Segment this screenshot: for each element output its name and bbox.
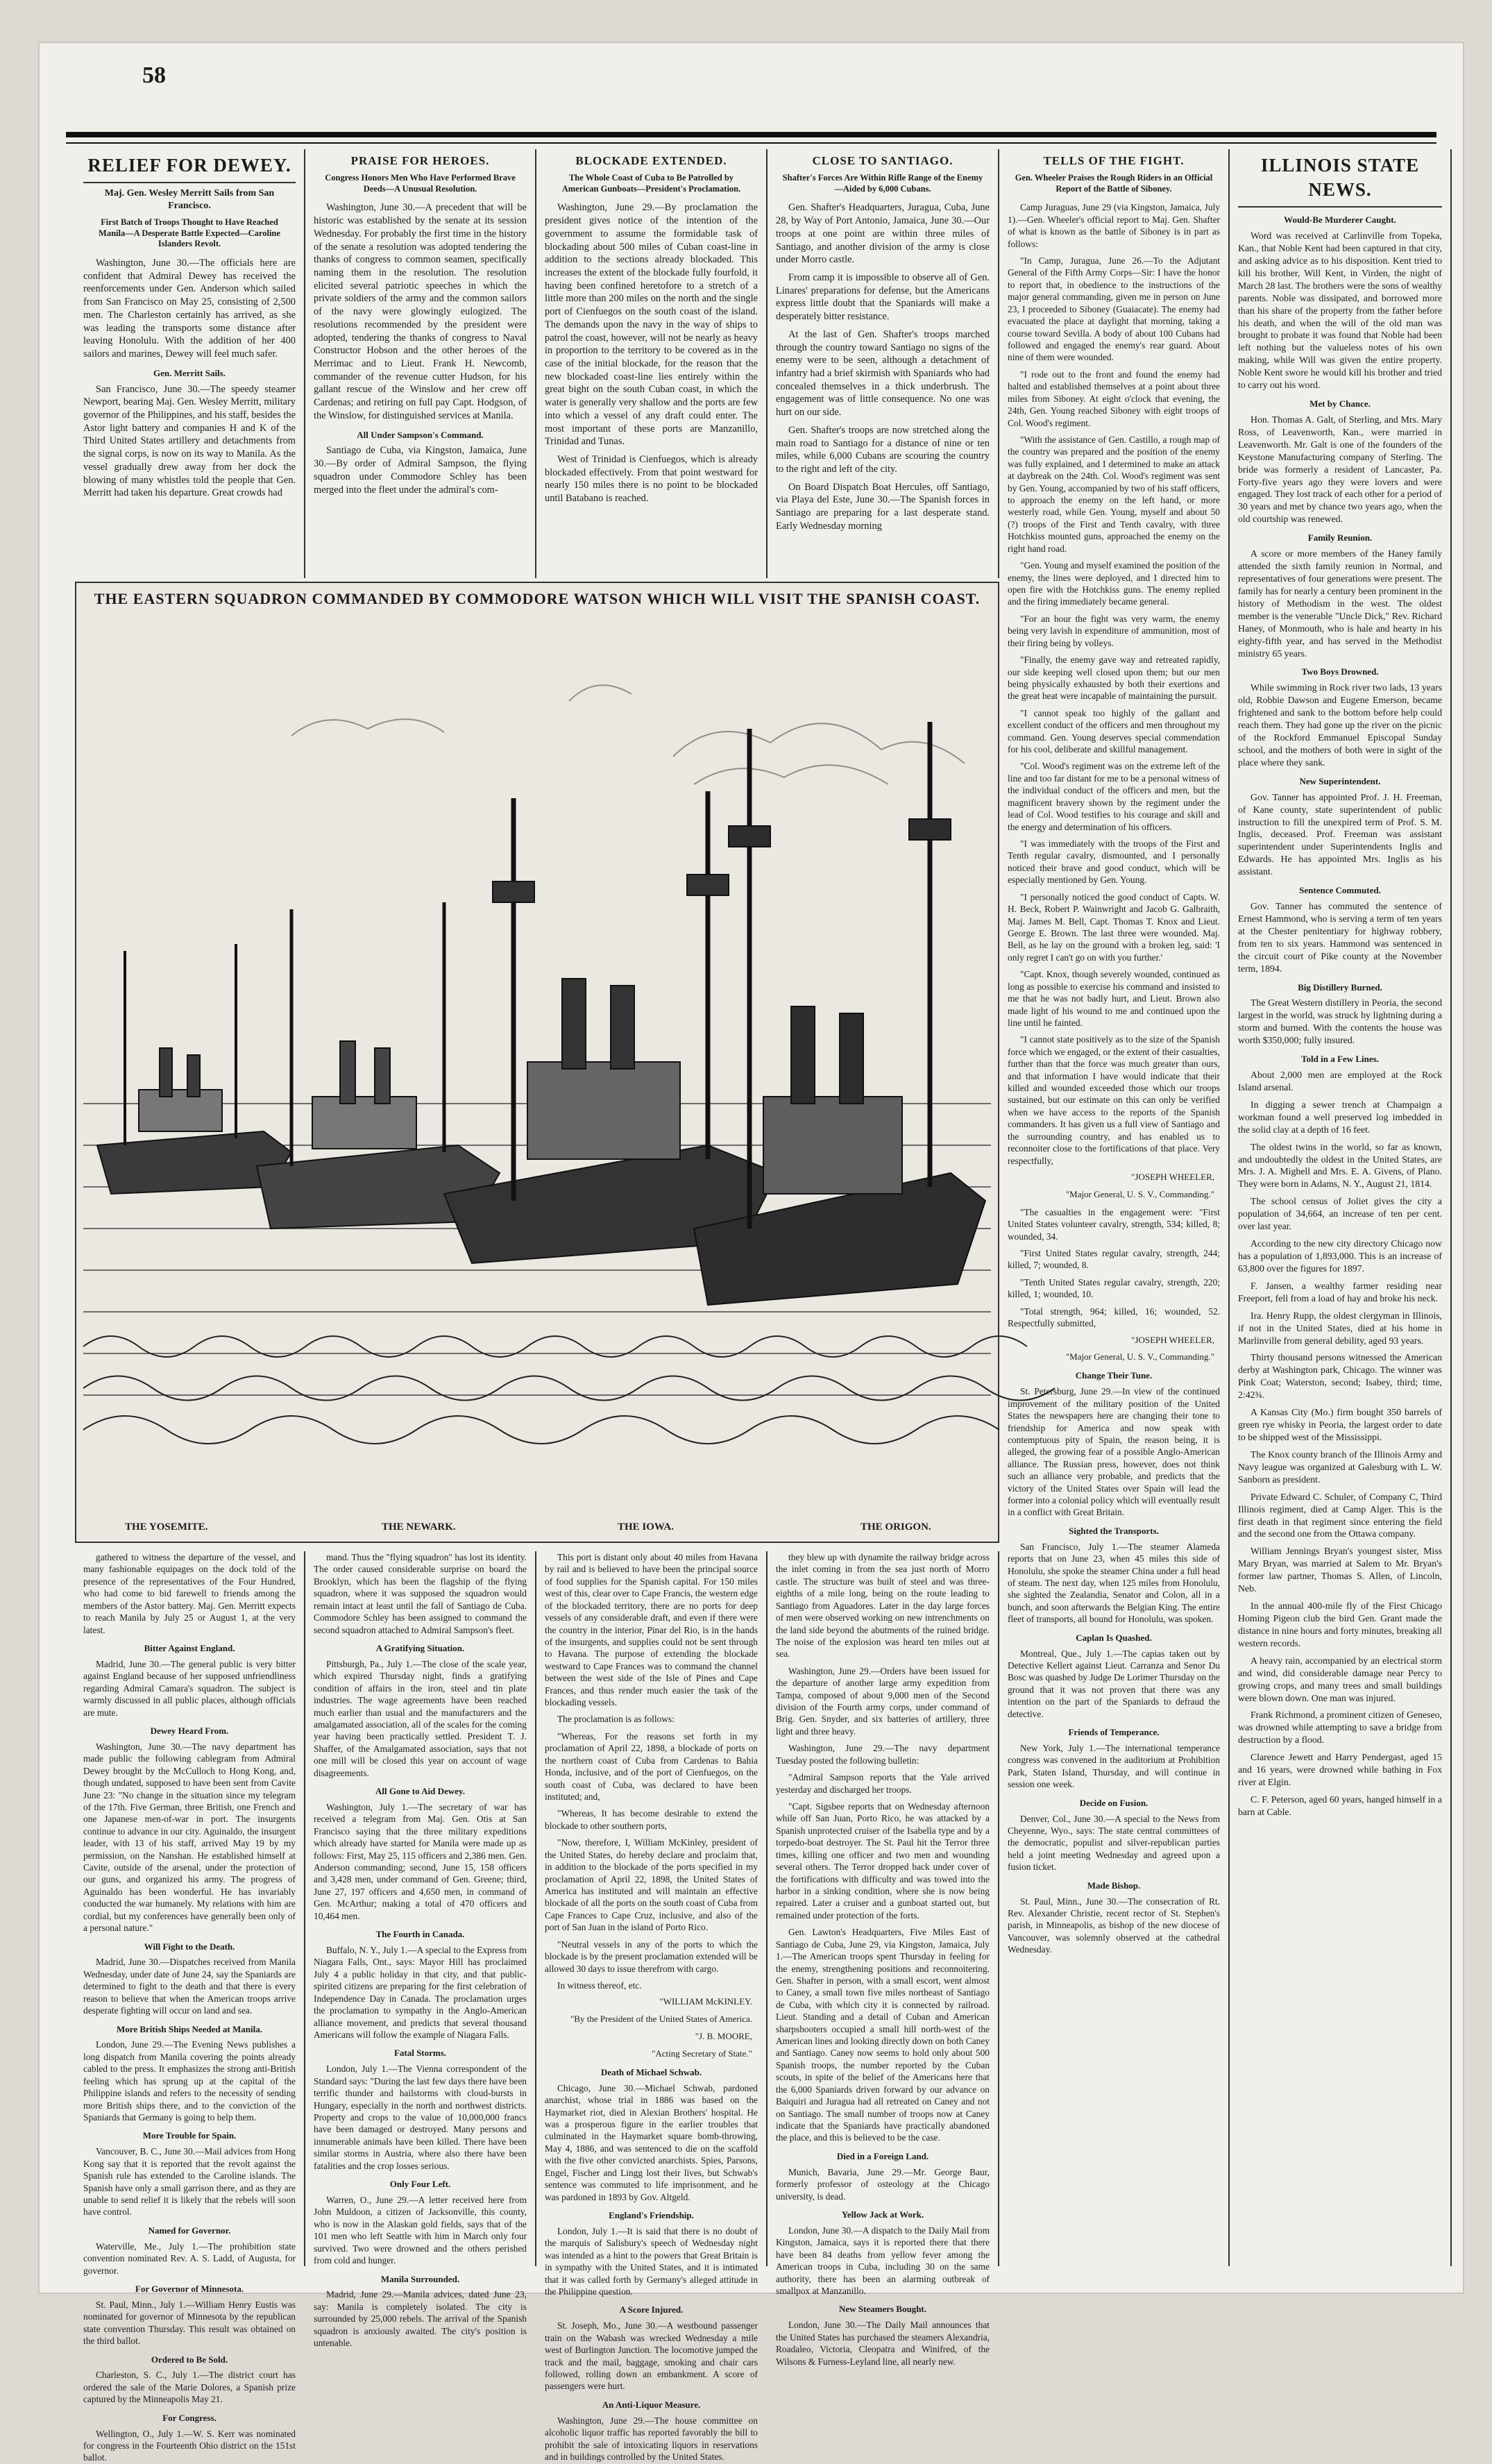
paragraph: Pittsburgh, Pa., July 1.—The close of the scale year, which expired Thursday night, finds a gratifying condition of affairs in the iron, steel and tin plate industries. The wage agreements have been reached much earlier than usual and the manufacturers and the amalgamated association, all of the scales for the coming year having been practically settled. President T. J. Shaffer, of the Amalgamated association, says that not one mill will be closed this year on account of wage disagreements. [314,1658,527,1778]
section-head: The Fourth in Canada. [375,1929,465,1940]
signature-title: "By the President of the United States of America. [570,2014,752,2025]
paragraph: Munich, Bavaria, June 29.—Mr. George Baur, formerly professor of osteology at the Chicago university, is dead. [776,2166,990,2202]
paragraph: A Kansas City (Mo.) firm bought 350 barrels of green rye whisky in Peoria, the largest order to date to be shipped west of the Mississippi. [1238,1407,1442,1442]
paragraph: Denver, Col., June 30.—A special to the News from Cheyenne, Wyo., says: The state central committees of the democratic, populist and silver-republican parties held a joint meeting Wednesday and agreed upon a fusion ticket. [1008,1813,1220,1873]
column-close-to-santiago [768,149,999,578]
paragraph: Washington, June 30.—The officials here are confident that Admiral Dewey has received the reenforcements under Gen. Anderson which sailed from San Francisco on May 25, consisting of 2,500 men. The Charleston certainly has arrived, as she was leading the transports some distance after leaving Honolulu. With the addition of her 400 sailors and marines, Dewey will feel much safer. [83,257,296,360]
deck: Shafter's Forces Are Within Rifle Range of the Enemy—Aided by 6,000 Cubans. [782,173,983,194]
headline: BLOCKADE EXTENDED. [575,154,727,167]
headline: PRAISE FOR HEROES. [350,154,490,167]
paragraph: London, June 29.—The Evening News publishes a long dispatch from Manila covering the points already cabled to the press. It emphasizes the strong anti-British feeling which has sprung up at the capital of the Philippine islands and refers to the necessity of sending more British ships there, and to the conviction of the Spaniards that Germany is going to help them. [83,2039,296,2123]
paragraph: Gen. Shafter's Headquarters, Juragua, Cuba, June 28, by Way of Port Antonio, Jamaica, June 30.—Our troops at one point are within three miles of Santiago, and another division of the army is close under Morro castle. [776,202,990,266]
column-tells-of-the-fight [999,149,1230,2266]
section-head: An Anti-Liquor Measure. [602,2399,701,2410]
column-lower-4 [768,1551,999,2367]
caption-oregon: THE ORIGON. [861,1521,931,1533]
paragraph: "Capt. Knox, though severely wounded, continued as long as possible to exercise his command and insisted to me that he was not badly hurt, and Lieut. Brown also made light of his wound to me and continued upon the line until he fainted. [1008,969,1220,1028]
paragraph: About 2,000 men are employed at the Rock Island arsenal. [1238,1070,1442,1092]
section-head: Manila Surrounded. [380,2273,460,2284]
paragraph: Washington, June 29.—Orders have been issued for the departure of another large army expedition from Tampa, composed of about 9,000 men of the Second division of the Fourth army corps, under command of Brig. Gen. Snyder, and six batteries of artillery, three light and three heavy. [776,1665,990,1737]
signature: "JOSEPH WHEELER, [1131,1334,1214,1345]
section-head: Made Bishop. [1087,1880,1141,1891]
paragraph: In digging a sewer trench at Champaign a workman found a well preserved log imbedded in the solid clay at a depth of 16 feet. [1238,1099,1442,1135]
section-head: More British Ships Needed at Manila. [117,2023,262,2034]
section-head: A Score Injured. [619,2304,684,2315]
paragraph: San Francisco, June 30.—The speedy steamer Newport, bearing Maj. Gen. Wesley Merritt, military governor of the Philippines, and his staff, besides the Astor light battery and companies H and K of the Third United States artillery and detachments from the signal corps, is now on its way to Manila. As the vessel gradually drew away from her dock the blowing of many whistles told the people that Gen. Merritt had taken his departure. Great crowds had [83,383,296,499]
caption-newark: THE NEWARK. [382,1521,456,1533]
section-head: Named for Governor. [148,2225,231,2236]
column-praise-for-heroes [305,149,536,578]
signature-title: "Major General, U. S. V., Commanding." [1065,1351,1214,1362]
section-head: Sighted the Transports. [1069,1525,1159,1536]
paragraph: Washington, June 30.—A precedent that will be historic was established by the senate at its session Wednesday. For probably the first time in the history of the senate a resolution was adopted tendering the thanks of congress to common seamen, specifically naming them in the resolution. The resolution elicited several patriotic speeches in which the private soldiers of the army and the common sailors of the navy were glowingly eulogized. The resolutions recommended by the president were adopted, tendering the thanks of congress to Naval Constructor Hobson and the other heroes of the Merrimac and to Lieut. Frank H. Newcomb, commander of the revenue cutter Hudson, for his gallant rescue of the Winslow and her crew off Cardenas; and retiring on full pay Capt. Hodgson, of the Winslow, for distinguished services at Manila. [314,202,527,421]
paragraph: gathered to witness the departure of the vessel, and many fashionable equipages on the dock told of the presence of the representatives of the Four Hundred, who had come to bid farewell to friends among the members of the Astor battery. Maj. Gen. Merritt expects to reach Manila by July 25 or August 1, at the very latest. [83,1552,296,1635]
paragraph: "Whereas, It has become desirable to extend the blockade to other southern ports, [545,1808,758,1831]
paragraph: London, June 30.—A dispatch to the Daily Mail from Kingston, Jamaica, says it is reported there that there have been 84 deaths from yellow fever among the American troops in Cuba, including 30 on the same authority, there has been an alarming outbreak of smallpox at Manzanillo. [776,2225,990,2296]
section-head: New Steamers Bought. [838,2304,926,2315]
paragraph: In the annual 400-mile fly of the First Chicago Homing Pigeon club the bird Gen. Grant made the distance in nine hours and forty minutes, breaking all western records. [1238,1601,1442,1648]
paragraph: Madrid, June 30.—The general public is very bitter against England because of her supposed unfriendliness regarding Admiral Camara's squadron. The subject is warmly discussed in all public places, although officials are mute. [83,1658,296,1718]
paragraph: Word was received at Carlinville from Topeka, Kan., that Noble Kent had been captured in that city, and asking advice as to his disposition. Kent tried to kill his brother, Will Kent, in Virden, the night of March 28 last. The brothers were the sons of wealthy parents. Noble was dissipated, and borrowed more than his share of the property from the father before his death, and when the will of the old man was brought to probate it was found that Noble had been left nothing but the valueless notes of his own making, while Will was given the entire property. Noble Kent swore he would kill his brother and tried to carry out his word. [1238,230,1442,391]
paragraph: "Col. Wood's regiment was on the extreme left of the line and too far distant for me to be a personal witness of the individual conduct of the officers and men, but the magnificent bravery shown by the regiment under the lead of Col. Wood testifies to his courage and skill and the energy and determination of his officers. [1008,761,1220,832]
paragraph: "Gen. Young and myself examined the position of the enemy, the lines were deployed, and I directed him to open fire with the Hotchkiss guns. The enemy replied and the firing immediately became general. [1008,560,1220,607]
section-head: Yellow Jack at Work. [841,2209,924,2220]
paragraph: "I personally noticed the good conduct of Capts. W. H. Beck, Robert P. Wainwright and Jacob G. Galbraith, Maj. James M. Bell, Capt. Thomas T. Knox and Lieut. George E. Brown. The last three were wounded. Maj. Bell, as he lay on the ground with a broken leg, said: 'I only regret I can't go on with you further.' [1008,891,1220,963]
caption-yosemite: THE YOSEMITE. [125,1521,208,1533]
paragraph: C. F. Peterson, aged 60 years, hanged himself in a barn at Cable. [1238,1794,1442,1817]
paragraph: they blew up with dynamite the railway bridge across the inlet coming in from the sea just north of Morro castle. The structure was built of steel and was three-eighths of a mile long, being on the route leading to Santiago from Aguadores. Later in the day large forces of men were observed working on new intrenchments on the land side beyond the abutments of the ruined bridge. The noise of the explosion was heard ten miles out at sea. [776,1552,990,1660]
paragraph: The school census of Joliet gives the city a population of 34,664, an increase of ten per cent. over last year. [1238,1196,1442,1232]
paragraph: "Total strength, 964; killed, 16; wounded, 52. Respectfully submitted, [1008,1306,1220,1329]
subhead: Maj. Gen. Wesley Merritt Sails from San Francisco. [104,188,275,211]
paragraph: Gen. Lawton's Headquarters, Five Miles East of Santiago de Cuba, June 29, via Kingston, Jamaica, July 1.—The American troops spent Thursday in feeling for the enemy, strengthening positions and reconnoitering. Gen. Shafter in person, with a small escort, went almost to Caney, a small town five miles northeast of Santiago de Cuba, with which city it is connected by railroad. Lieut. Standing and a detail of Cuban and American sharpshooters occupied a small hill north-west of the American lines and looking directly down on both Caney and Santiago. Caney now seems to hold only about 500 Spanish troops, the number reported by the Cuban scouts, in spite of the belief of the Americans here that the 6,000 Spaniards driven forward by our advance on Baiquiri and Juragua had all retreated on Caney and not on Santiago. The small number of troops now at Caney indicate that the Spaniards have practically abandoned the place, and this is believed to be the case. [776,1927,990,2143]
paragraph: Private Edward C. Schuler, of Company C, Third Illinois regiment, died at Camp Alger. This is the first death in that regiment since entering the field and the second one from the Ottawa company. [1238,1491,1442,1539]
paragraph: F. Jansen, a wealthy farmer residing near Freeport, fell from a load of hay and broke his neck. [1238,1280,1442,1303]
paragraph: In witness thereof, etc. [557,1980,642,1991]
paragraph: "Neutral vessels in any of the ports to which the blockade is by the present proclamation extended will be allowed 30 days to issue therefrom with cargo. [545,1939,758,1974]
headline: TELLS OF THE FIGHT. [1043,154,1185,167]
paragraph: The oldest twins in the world, so far as known, and undoubtedly the oldest in the United States, are Mrs. J. A. Mighell and Mrs. E. A. Givens, of Plano. They were born in Adams, N. Y., August 21, 1814. [1238,1141,1442,1190]
section-head: Bitter Against England. [144,1642,235,1653]
paragraph: Gov. Tanner has appointed Prof. J. H. Freeman, of Kane county, state superintendent of public instruction to fill the unexpired term of Prof. S. M. Inglis, deceased. Prof. Freeman was assistant superintendent under Superintendents Inglis and Edwards. He has appointed Mrs. Inglis as his assistant. [1238,791,1442,877]
section-head: For Governor of Minnesota. [135,2284,244,2295]
paragraph: The Great Western distillery in Peoria, the second largest in the world, was struck by lightning during a storm and burned. With the contents the house was worth $350,000; fully insured. [1238,997,1442,1046]
paragraph: Waterville, Me., July 1.—The prohibition state convention nominated Rev. A. S. Ladd, of Augusta, for governor. [83,2241,296,2276]
deck: The Whole Coast of Cuba to Be Patrolled by American Gunboats—President's Proclamation. [561,173,741,194]
paragraph: Madrid, June 29.—Manila advices, dated June 23, say: Manila is completely isolated. The city is surrounded by 25,000 rebels. The arrival of the Spanish squadron is anxiously awaited. The city's position is untenable. [314,2289,527,2349]
paragraph: London, June 30.—The Daily Mail announces that the United States has purchased the steamers Alexandria, Roadaleo, Victoria, Cleopatra and Winifred, of the Wilsons & Furness-Leyland line, all nearly new. [776,2320,990,2367]
paragraph: This port is distant only about 40 miles from Havana by rail and is believed to have been the principal source of food supplies for the Spanish capital. For 150 miles west of this, clear over to Cape Francis, the western edge of the blockaded territory, there are no ports for deep vessels of any considerable draft, and even if there were the country in the interior, Pinar del Rio, is in the hands of the insurgents, and supplies could not be sent through to Havana. The purpose of extending the blockade westward to Cape Frances was to command the channel between the west side of the Isle of Pines and Cape Frances, and thus render much easier the task of the blockading vessels. [545,1552,758,1708]
paragraph: "I was immediately with the troops of the First and Tenth regular cavalry, dismounted, and I personally noticed their brave and good conduct, which will be especially mentioned by Gen. Young. [1008,838,1220,886]
paragraph: New York, July 1.—The international temperance congress was convened in the auditorium at Prohibition Park, Staten Island, Thursday, and will continue in session one week. [1008,1743,1220,1790]
paragraph: "Admiral Sampson reports that the Yale arrived yesterday and discharged her troops. [776,1772,990,1795]
section-head: Family Reunion. [1307,532,1373,543]
paragraph: Chicago, June 30.—Michael Schwab, pardoned anarchist, whose trial in 1886 was based on the Haymarket riot, died in Alexian Brothers' hospital. He was a prosperous figure in the earlier troubles that culminated in the Haymarket square bomb-throwing, May 4, 1886, and was sentenced to die on the scaffold with the five other convicted anarchists. Spies, Parsons, Engel, Fischer and Lingg lost their lives, but Schwab's sentence was commuted to life imprisonment, and he was pardoned in 1893 by Gov. Altgeld. [545,2082,758,2202]
signature-title: "Acting Secretary of State." [652,2048,752,2059]
paragraph: A score or more members of the Haney family attended the sixth family reunion in Normal, and representatives of four generations were present. The family has for nearly a century been prominent in the history of Methodism in the west. The oldest member is the venerable "Uncle Dick," Rev. Richard Haney, of Monmouth, who is hale and hearty in his eighty-fifth year, and has served in the Methodist ministry 65 years. [1238,548,1442,659]
paragraph: Madrid, June 30.—Dispatches received from Manila Wednesday, under date of June 24, say the Spaniards are determined to fight to the death and that there is every reason to believe that when the American troops arrive desperate fighting will occur on land and sea. [83,1957,296,2016]
paragraph: The Knox county branch of the Illinois Army and Navy league was organized at Galesburg with L. W. Sanborn as president. [1238,1449,1442,1485]
paragraph: A heavy rain, accompanied by an electrical storm and wind, did considerable damage near Percy to growing crops, and many trees and small buildings were blown down. One man was injured. [1238,1655,1442,1703]
paragraph: "Now, therefore, I, William McKinley, president of the United States, do hereby declare and proclaim that, in addition to the blockade of the ports specified in my proclamation of April 22, 1898, the United States of America has instituted and will maintain an effective blockade of all the ports on the south coast of Cuba from Cape Frances to Cape Cruz, inclusive, and also of the port of San Juan in the island of Porto Rico. [545,1837,758,1933]
section-head: Fatal Storms. [393,2048,447,2059]
section-head: Decide on Fusion. [1079,1797,1148,1808]
section-head: More Trouble for Spain. [142,2130,237,2141]
paragraph: London, July 1.—The Vienna correspondent of the Standard says: "During the last few days there have been terrific thunder and hailstorms with cloud-bursts in Hungary, especially in the north and northwest districts. Property and crops to the value of 10,000,000 francs have been damaged or destroyed. Many persons and innumerable animals have been killed. There have been similar storms in Austria, where also there have been fatalities and the crop losses serious. [314,2064,527,2171]
section-head: Ordered to Be Sold. [151,2354,228,2365]
section-head: Gen. Merritt Sails. [153,367,226,378]
deck: First Batch of Troops Thought to Have Reached Manila—A Desperate Battle Expected—Caroline Islanders Revolt. [99,217,280,249]
section-head: Death of Michael Schwab. [600,2066,702,2077]
paragraph: Buffalo, N. Y., July 1.—A special to the Express from Niagara Falls, Ont., says: Mayor Hill has proclaimed July 4 a public holiday in that city, and that public-spirited citizens are preparing for the first celebration of Independence Day in Canada. The proclamation urges the proclamation to sympathy in the Anglo-American alliance movement, and predicts that several thousand Americans will follow the example of Niagara Falls. [314,1945,527,2041]
paragraph: On Board Dispatch Boat Hercules, off Santiago, via Playa del Este, June 30.—The Spanish forces in Santiago are preparing for a last desperate stand. Early Wednesday morning [776,481,990,532]
section-head: Will Fight to the Death. [144,1941,235,1952]
paragraph: "With the assistance of Gen. Castillo, a rough map of the country was prepared and the position of the enemy was fully explained, and I determined to make an attack at daybreak on the 24th. Col. Wood's regiment was sent by Gen. Young, accompanied by two of his staff officers, to approach the enemy on the left hand, or more westerly road, while Gen. Young, myself and about 50 (?) troops of the First and Tenth cavalry, with three Hotchkiss mounted guns, approached the enemy on the right hand road. [1008,434,1220,554]
paragraph: William Jennings Bryan's youngest sister, Miss Mary Bryan, was married at Salem to Mr. Bryan's former law partner, Thomas S. Allen, of Lincoln, Neb. [1238,1546,1442,1594]
paragraph: San Francisco, July 1.—The steamer Alameda reports that on June 23, when 45 miles this side of Honolulu, she spoke the steamer China under a full head of steam. The next day, when 125 miles from Honolulu, she sighted the Zealandia, Senator and Colon, all in a bunch, and soon afterwards the Belgian King. The entire fleet of transports, all bound for Honolulu, was spoken. [1008,1541,1220,1625]
paragraph: London, July 1.—It is said that there is no doubt of the marquis of Salisbury's speech of Wednesday night was intended as a hint to the powers that Great Britain is in sympathy with the United States, and it is intimated that it was called forth by Germany's alleged attitude in the Philippine question. [545,2225,758,2297]
paragraph: Gov. Tanner has commuted the sentence of Ernest Hammond, who is serving a term of ten years at the Chester penitentiary for highway robbery, from ten to six years. Hammond was sentenced in the circuit court of Pike county at the November term, 1894. [1238,901,1442,974]
paragraph: "For an hour the fight was very warm, the enemy being very lavish in expenditure of ammunition, most of their firing being by volleys. [1008,613,1220,648]
signature: "JOSEPH WHEELER, [1131,1171,1214,1182]
paragraph: Montreal, Que., July 1.—The capias taken out by Detective Kellert against Lieut. Carranza and Senor Du Bosc was quashed by Judge De Lorimer Thursday on the ground that it was not proven that there was any intention on the part of the Spaniards to defraud the detective. [1008,1648,1220,1719]
section-head: Change Their Tune. [1075,1370,1153,1381]
paragraph: Washington, July 1.—The secretary of war has received a telegram from Maj. Gen. Otis at San Francisco saying that the three military expeditions which already have started for Manila were made up as follows: First, May 25, 115 officers and 2,386 men. Gen. Anderson commanding; second, June 15, 158 officers and 3,428 men, under command of Gen. Greene; third, June 27, 197 officers and 4,650 men, in command of Gen. McArthur; making a total of 470 officers and 10,464 men. [314,1801,527,1921]
paragraph: Wellington, O., July 1.—W. S. Kerr was nominated for congress in the Fourteenth Ohio district on the 151st ballot. [83,2428,296,2463]
headline: RELIEF FOR DEWEY. [83,153,296,183]
paragraph: Vancouver, B. C., June 30.—Mail advices from Hong Kong say that it is reported that the revolt against the Spanish rule has extended to the Caroline islands. The Spanish have only a small garrison there, and as they are unable to send relief it is likely that the rebels will soon have control. [83,2146,296,2218]
paragraph: "I cannot speak too highly of the gallant and excellent conduct of the officers and men throughout my command. Gen. Young deserves special commendation for his cool, deliberate and skillful management. [1008,707,1220,755]
column-lower-3 [536,1551,768,2463]
paragraph: Clarence Jewett and Harry Pendergast, aged 15 and 16 years, were drowned while bathing in Fox river at Elgin. [1238,1752,1442,1788]
section-head: New Superintendent. [1299,775,1381,786]
paragraph: According to the new city directory Chicago now has a population of 1,893,000. This is an increase of 63,800 over the figures for 1897. [1238,1238,1442,1274]
section-head: Big Distillery Burned. [1298,981,1382,993]
page-folio: 58 [142,62,166,88]
squadron-illustration [75,582,999,1543]
column-relief-for-dewey [75,149,305,578]
paragraph: Washington, June 29.—By proclamation the president gives notice of the intention of the government to assume the formidable task of blockading about 500 miles of Cuban coast-line in addition to the sections already blockaded. This increases the extent of the blockade fully fourfold, it having been confined heretofore to a stretch of a little more than 200 miles on the north and the single port of Cienfuegos on the south coast of the island. The demands upon the navy in the way of ships to patrol the coast, however, will not be nearly as heavy in proportion to the territory to be covered as in the case of the initial blockade, for the reason that the new blockaded coast-line lies entirely within the great bight on the south Cuban coast, in which the water is generally very shallow and the ports are few into which a vessel of any draft could enter. The most important of these ports are Manzanillo, Trinidad and Tunas. [545,202,758,448]
illustration-title: THE EASTERN SQUADRON COMMANDED BY COMMODORE WATSON WHICH WILL VISIT THE SPANISH COAST. [94,590,981,607]
paragraph: Santiago de Cuba, via Kingston, Jamaica, June 30.—By order of Admiral Sampson, the flying squadron under Commodore Schley has been merged into the fleet under the admiral's com- [314,445,527,496]
paragraph: Camp Juraguas, June 29 (via Kingston, Jamaica, July 1).—Gen. Wheeler's official report to Maj. Gen. Shafter of what is known as the battle of Siboney is in part as follows: [1008,202,1220,249]
section-head: Friends of Temperance. [1068,1727,1160,1738]
signature-title: "Major General, U. S. V., Commanding." [1065,1188,1214,1199]
signature: "WILLIAM McKINLEY. [659,1996,752,2007]
headline: ILLINOIS STATE NEWS. [1238,153,1442,208]
paragraph: Ira. Henry Rupp, the oldest clergyman in Illinois, if not in the United States, died at his home in Marlinville from general debility, aged 93 years. [1238,1310,1442,1346]
column-lower-1 [75,1551,305,2463]
paragraph: "Whereas, For the reasons set forth in my proclamation of April 22, 1898, a blockade of ports on the northern coast of Cuba from Cardenas to Bahia Honda, inclusive, and of the port of Cienfuegos, on the south coast of Cuba, was declared to have been instituted; and, [545,1730,758,1803]
section-head: Met by Chance. [1309,398,1371,410]
section-head: For Congress. [162,2412,217,2423]
deck: Congress Honors Men Who Have Performed Brave Deeds—A Unusual Resolution. [325,173,516,194]
paragraph: "In Camp, Juragua, June 26.—To the Adjutant General of the Fifth Army Corps—Sir: I have the honor to report that, in obedience to the instructions of the major general commanding, given me in person on June 23, I proceeded to Siboney (Guaiacate). The enemy had evacuated the place at daylight that morning, taking a course toward Sevilla. A body of about 100 Cubans had followed and engaged the enemy's rear guard. About nine of them were wounded. [1008,255,1220,363]
paragraph: West of Trinidad is Cienfuegos, which is already blockaded effectively. From that point westward for nearly 150 miles there is no point to be blockaded until Batabano is reached. [545,454,758,505]
section-head: Only Four Left. [389,2179,451,2190]
paragraph: Warren, O., June 29.—A letter received here from John Muldoon, a citizen of Jacksonville, this county, who is now in the Alaskan gold fields, says that of the 101 men who left Seattle with him in March only four survived. Two were drowned and the others perished from cold and hunger. [314,2195,527,2266]
paragraph: "Tenth United States regular cavalry, strength, 220; killed, 1; wounded, 10. [1008,1276,1220,1300]
paragraph: "I cannot state positively as to the size of the Spanish force which we engaged, or the extent of their casualties, further than that the force was much greater than ours, and that information I have would indicate that their killed and wounded exceeded those which our troops sustained, but our estimate on this can only be verified when we have access to the reports of the Spanish commanders. It has given us a full view of Santiago and the surrounding country, and has enabled us to reconnoiter close to the fortifications of that place. Very respectfully, [1008,1034,1220,1166]
paragraph: Gen. Shafter's troops are now stretched along the main road to Santiago for a distance of nine or ten miles, while 6,000 Cubans are scouring the country to the right and left of the city. [776,424,990,475]
paragraph: St. Petersburg, June 29.—In view of the continued improvement of the military position of the United States the newspapers here are changing their tone to friendship for America and now speak with contemptuous pity of Spain, the reason being, it is alleged, the growing fear of a possible Anglo-American alliance. The Russian press, however, does not think such an alliance very probable, and predicts that the victory of the United States over Spain will lead the former into a colonial policy which will eventually result in a conflict with Great Britain. [1008,1386,1220,1518]
section-head: All Under Sampson's Command. [357,429,484,440]
masthead-rule [66,132,1436,137]
paragraph: Frank Richmond, a prominent citizen of Geneseo, was drowned while attempting to save a bridge from destruction by a flood. [1238,1710,1442,1746]
warships-engraving [83,618,991,1499]
paragraph: mand. Thus the "flying squadron" has lost its identity. The order caused considerable surprise on board the Brooklyn, which has been the flagship of the flying squadron, where it was supposed the squadron would remain intact at least until the fall of Santiago de Cuba. Commodore Schley has been assigned to command the second squadron attached to Admiral Sampson's fleet. [314,1552,527,1635]
section-head: Sentence Commuted. [1299,885,1381,896]
section-head: England's Friendship. [609,2210,694,2221]
paragraph: St. Paul, Minn., June 30.—The consecration of Rt. Rev. Alexander Christie, recent rector of St. Stephen's parish, in Minneapolis, as bishop of the new diocese of Vancouver, was solemnly observed at the cathedral Wednesday. [1008,1896,1220,1955]
section-head: Two Boys Drowned. [1301,666,1379,677]
column-blockade-extended [536,149,768,578]
paragraph: While swimming in Rock river two lads, 13 years old, Robbie Dawson and Eugene Emerson, became frightened and sank to the bottom before help could reach them. They had gone up the river on the picnic of the Rockford Emmanuel Episcopal Sunday school, and the mothers of both were in sight of the place where they sank. [1238,682,1442,768]
deck: Gen. Wheeler Praises the Rough Riders in an Official Report of the Battle of Siboney. [1015,173,1213,194]
section-head: Would-Be Murderer Caught. [1284,214,1396,226]
column-illinois-state-news [1230,149,1452,2266]
paragraph: From camp it is impossible to observe all of Gen. Linares' preparations for defense, but the Americans express little doubt that the Spaniards will make a desperately bitter resistance. [776,271,990,323]
paragraph: St. Joseph, Mo., June 30.—A westbound passenger train on the Wabash was wrecked Wednesday a mile west of Burlington Junction. The locomotive jumped the track and the mail, baggage, smoking and chair cars followed, rolling down an embankment. A score of passengers were hurt. [545,2320,758,2392]
section-head: Died in a Foreign Land. [836,2150,929,2161]
paragraph: "Finally, the enemy gave way and retreated rapidly, our side keeping well closed upon them; but our men being physically exhausted by both their exertions and the great heat were incapable of maintaining the pursuit. [1008,655,1220,702]
signature: "J. B. MOORE, [695,2031,752,2042]
paragraph: Washington, June 29.—The navy department Tuesday posted the following bulletin: [776,1743,990,1766]
paragraph: Washington, June 30.—The navy department has made public the following cablegram from Admiral Dewey brought by the McCulloch to Hong Kong, and, though undated, supposed to have been sent from Cavite June 23: "No change in the situation since my telegram of the 17th. Five German, three British, one French and one Japanese men-of-war in port. The insurgents continue to advance in our city. Aguinaldo, the insurgent leader, with 13 of his staff, arrived May 19 by my permission, on the Nanshan. He established himself at Cavite, outside of the arsenal, under the protection of our guns, and organized his army. The progress of Aguinaldo has been wonderful. He has invariably conducted the war humanely. My relations with him are cordial, but my conferences have generally been only of a personal nature." [83,1741,296,1934]
section-head: All Gone to Aid Dewey. [375,1786,465,1797]
section-head: A Gratifying Situation. [375,1642,465,1653]
paragraph: "I rode out to the front and found the enemy had halted and established themselves at a point about three miles from Siboney. At eight o'clock that evening, the 24th, Gen. Young reached Siboney with eight troops of Col. Wood's regiment. [1008,369,1220,428]
paragraph: Hon. Thomas A. Galt, of Sterling, and Mrs. Mary Ross, of Leavenworth, Kan., were married in Leavenworth. Mr. Galt is one of the founders of the Keystone Manufacturing company of Sterling. The bride was formerly a resident of Lancaster, Pa. Forty-five years ago they were lovers and were engaged. They lost track of each other for a period of 30 years and met by chance two years ago, when the old courtship was renewed. [1238,414,1442,525]
paragraph: Charleston, S. C., July 1.—The district court has ordered the sale of the Marie Dolores, a Spanish prize captured by the Minneapolis May 21. [83,2370,296,2405]
paragraph: Washington, June 29.—The house committee on alcoholic liquor traffic has reported favorably the bill to prohibit the sale of intoxicating liquors in reservations and in buildings controlled by the United States. [545,2415,758,2463]
section-head: Dewey Heard From. [150,1725,229,1736]
paragraph: The proclamation is as follows: [557,1714,675,1725]
caption-iowa: THE IOWA. [618,1521,674,1533]
section-head: Caplan Is Quashed. [1076,1632,1152,1643]
paragraph: "First United States regular cavalry, strength, 244; killed, 7; wounded, 8. [1008,1248,1220,1271]
section-head: Told in a Few Lines. [1301,1054,1379,1065]
paragraph: At the last of Gen. Shafter's troops marched through the country toward Santiago no signs of the enemy were to be seen, although a detachment of infantry had a brief skirmish with Spaniards who had concealed themselves in a thick underbrush. The engagement was of little consequence. No one was hurt on our side. [776,328,990,419]
column-lower-2 [305,1551,536,2349]
paragraph: St. Paul, Minn., July 1.—William Henry Eustis was nominated for governor of Minnesota by the republican state convention Thursday. This result was obtained on the third ballot. [83,2299,296,2347]
paragraph: Thirty thousand persons witnessed the American derby at Washington park, Chicago. The winner was Pink Coat; Waterston, second; Isabey, third; time, 2:42¾. [1238,1352,1442,1401]
paragraph: "Capt. Sigsbee reports that on Wednesday afternoon while off San Juan, Porto Rico, he was attacked by a Spanish unprotected cruiser of the Isabella type and by a torpedo-boat destroyer. The St. Paul hit the Terror three times, killing one officer and two men and wounding several others. The Terror dropped back under cover of the fortifications with difficulty and was towed into the harbor in a sinking condition, where she is now being repaired. Later a cruiser and a gunboat started out, but remained under protection of the forts. [776,1801,990,1921]
masthead-rule-thin [66,142,1436,144]
paragraph: "The casualties in the engagement were: "First United States volunteer cavalry, strength, 534; killed, 8; wounded, 34. [1008,1206,1220,1242]
headline: CLOSE TO SANTIAGO. [812,154,953,167]
